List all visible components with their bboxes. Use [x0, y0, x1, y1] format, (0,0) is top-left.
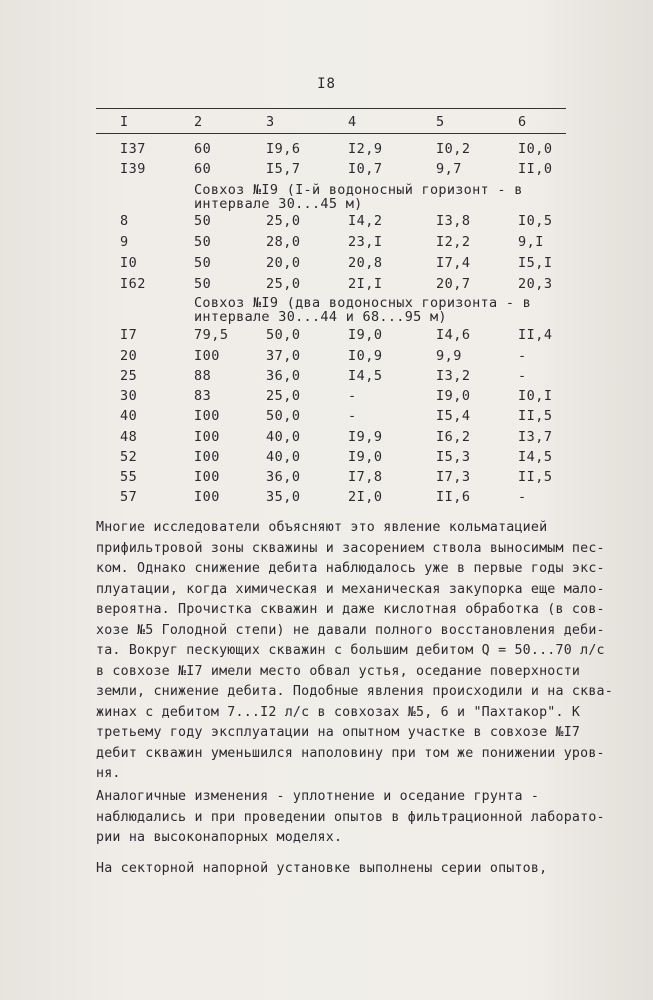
col-header-3: 3: [266, 114, 275, 130]
table-cell: 50: [194, 213, 212, 229]
table-cell: 40,0: [266, 449, 301, 465]
table-cell: I9,0: [436, 388, 471, 404]
table-cell: I4,5: [518, 449, 553, 465]
table-cell: 25,0: [266, 276, 301, 292]
table-cell: I2,2: [436, 234, 471, 250]
table-cell: I0: [120, 255, 138, 271]
note-line: Совхоз №I9 (I-й водоносный горизонт - в: [194, 182, 523, 198]
table-row: [0, 467, 653, 487]
col-header-5: 5: [436, 114, 445, 130]
note-line: интервале 30...44 и 68...95 м): [194, 309, 447, 325]
table-cell: I9,0: [348, 449, 383, 465]
table-group-note: [194, 183, 574, 211]
note-line: интервале 30...45 м): [194, 196, 363, 212]
table-cell: I00: [194, 429, 220, 445]
table-cell: I5,4: [436, 408, 471, 424]
table-cell: I0,I: [518, 388, 553, 404]
table-row: [0, 325, 653, 345]
table-cell: 20,3: [518, 276, 553, 292]
table-header-row: [0, 112, 653, 132]
table-row: [0, 253, 653, 273]
text-line: третьему году эксплуатации на опытном участке в совхозе №I7: [96, 725, 581, 740]
table-row: [0, 487, 653, 507]
table-top-rule: [96, 108, 566, 109]
text-line: жинах с дебитом 7...I2 л/с в совхозах №5, 6 и "Пахтакор". К: [96, 704, 581, 720]
table-row: [0, 346, 653, 366]
table-cell: 83: [194, 388, 212, 404]
table-cell: I0,5: [518, 213, 553, 229]
text-line: плуатации, когда химическая и механическая закупорка еще мало-: [96, 581, 605, 597]
body-paragraph-2: [96, 787, 605, 849]
table-group-note: [194, 296, 574, 324]
text-line: ком. Однако снижение дебита наблюдалось уже в первые годы экс-: [96, 561, 605, 576]
table-row: [0, 366, 653, 386]
table-cell: 60: [194, 161, 212, 177]
col-header-4: 4: [348, 114, 357, 130]
body-paragraph-3: [96, 859, 576, 880]
table-cell: I00: [194, 348, 220, 364]
table-cell: I5,7: [266, 161, 301, 177]
table-cell: 23,I: [348, 234, 383, 250]
col-header-6: 6: [518, 114, 527, 130]
table-cell: 36,0: [266, 469, 301, 485]
table-row: [0, 386, 653, 406]
table-row: [0, 274, 653, 294]
table-cell: 52: [120, 449, 138, 465]
table-cell: 36,0: [266, 368, 301, 384]
table-cell: 50,0: [266, 327, 301, 343]
table-cell: 9,I: [518, 234, 544, 250]
table-cell: I3,7: [518, 429, 553, 445]
table-cell: 25,0: [266, 388, 301, 404]
table-cell: 9,7: [436, 161, 462, 177]
table-cell: 2I,I: [348, 276, 383, 292]
table-row: [0, 159, 653, 179]
table-cell: 57: [120, 489, 138, 505]
text-line: дебит скважин уменьшился наполовину при том же понижении уров-: [96, 745, 605, 761]
table-cell: 9: [120, 234, 129, 250]
table-header-rule: [96, 133, 566, 134]
table-cell: -: [518, 489, 527, 505]
table-cell: 20,8: [348, 255, 383, 271]
table-cell: I3,2: [436, 368, 471, 384]
table-cell: 25,0: [266, 213, 301, 229]
table-cell: 35,0: [266, 489, 301, 505]
table-row: [0, 139, 653, 159]
table-cell: 50: [194, 234, 212, 250]
table-cell: II,4: [518, 327, 553, 343]
body-paragraph-1: [96, 518, 613, 785]
table-cell: 79,5: [194, 327, 229, 343]
table-cell: 60: [194, 141, 212, 157]
table-cell: 8: [120, 213, 129, 229]
table-cell: 48: [120, 429, 138, 445]
table-cell: II,5: [518, 408, 553, 424]
note-line: Совхоз №I9 (два водоносных горизонта - в: [194, 295, 532, 311]
table-cell: 28,0: [266, 234, 301, 250]
table-cell: I6,2: [436, 429, 471, 445]
table-row: [0, 211, 653, 231]
table-row: [0, 232, 653, 252]
table-cell: I37: [120, 141, 146, 157]
text-line: Аналогичные изменения - уплотнение и оседание грунта -: [96, 789, 540, 804]
table-cell: 50: [194, 276, 212, 292]
text-line: та. Вокруг пескующих скважин с большим дебитом Q = 50...70 л/с: [96, 643, 605, 658]
table-cell: 88: [194, 368, 212, 384]
table-cell: I00: [194, 489, 220, 505]
text-line: рии на высоконапорных моделях.: [96, 830, 343, 845]
col-header-2: 2: [194, 114, 203, 130]
table-cell: -: [518, 368, 527, 384]
table-cell: I9,0: [348, 327, 383, 343]
table-cell: 20,0: [266, 255, 301, 271]
table-cell: -: [518, 348, 527, 364]
table-cell: 20,7: [436, 276, 471, 292]
table-cell: 37,0: [266, 348, 301, 364]
table-row: [0, 427, 653, 447]
table-cell: I7: [120, 327, 138, 343]
table-cell: 55: [120, 469, 138, 485]
table-cell: I39: [120, 161, 146, 177]
table-cell: I4,2: [348, 213, 383, 229]
table-cell: I00: [194, 469, 220, 485]
page-number: I8: [317, 76, 336, 92]
table-cell: I7,8: [348, 469, 383, 485]
table-cell: 2I,0: [348, 489, 383, 505]
table-cell: I7,3: [436, 469, 471, 485]
table-cell: I9,9: [348, 429, 383, 445]
table-cell: I00: [194, 449, 220, 465]
table-cell: I0,2: [436, 141, 471, 157]
table-cell: 20: [120, 348, 138, 364]
table-cell: I4,5: [348, 368, 383, 384]
table-row: [0, 406, 653, 426]
table-cell: I00: [194, 408, 220, 424]
table-cell: I62: [120, 276, 146, 292]
text-line: хозе №5 Голодной степи) не давали полного восстановления деби-: [96, 622, 605, 638]
table-cell: I5,I: [518, 255, 553, 271]
table-cell: II,0: [518, 161, 553, 177]
text-line: в совхозе №I7 имели место обвал устья, оседание поверхности: [96, 663, 581, 679]
table-cell: II,5: [518, 469, 553, 485]
text-line: земли, снижение дебита. Подобные явления происходили и на сква-: [96, 684, 613, 699]
table-cell: 9,9: [436, 348, 462, 364]
table-cell: 30: [120, 388, 138, 404]
table-cell: 40: [120, 408, 138, 424]
table-cell: I0,7: [348, 161, 383, 177]
text-line: вероятна. Прочистка скважин и даже кислотная обработка (в сов-: [96, 602, 605, 617]
table-cell: I0,9: [348, 348, 383, 364]
table-row: [0, 447, 653, 467]
table-cell: -: [348, 408, 357, 424]
table-cell: II,6: [436, 489, 471, 505]
table-cell: I5,3: [436, 449, 471, 465]
table-cell: I9,6: [266, 141, 301, 157]
table-cell: I2,9: [348, 141, 383, 157]
text-line: Многие исследователи объясняют это явление кольматацией: [96, 520, 548, 535]
table-cell: I0,0: [518, 141, 553, 157]
text-line: ня.: [96, 766, 121, 781]
text-line: прифильтровой зоны скважины и засорением ствола выносимым пес-: [96, 540, 605, 556]
table-cell: I4,6: [436, 327, 471, 343]
table-cell: I7,4: [436, 255, 471, 271]
table-cell: 50,0: [266, 408, 301, 424]
table-cell: 50: [194, 255, 212, 271]
text-line: наблюдались и при проведении опытов в фильтрационной лаборато-: [96, 809, 605, 825]
table-cell: 25: [120, 368, 138, 384]
table-cell: -: [348, 388, 357, 404]
col-header-1: I: [120, 114, 129, 130]
text-line: На секторной напорной установке выполнены серии опытов,: [96, 861, 548, 876]
table-cell: 40,0: [266, 429, 301, 445]
table-cell: I3,8: [436, 213, 471, 229]
